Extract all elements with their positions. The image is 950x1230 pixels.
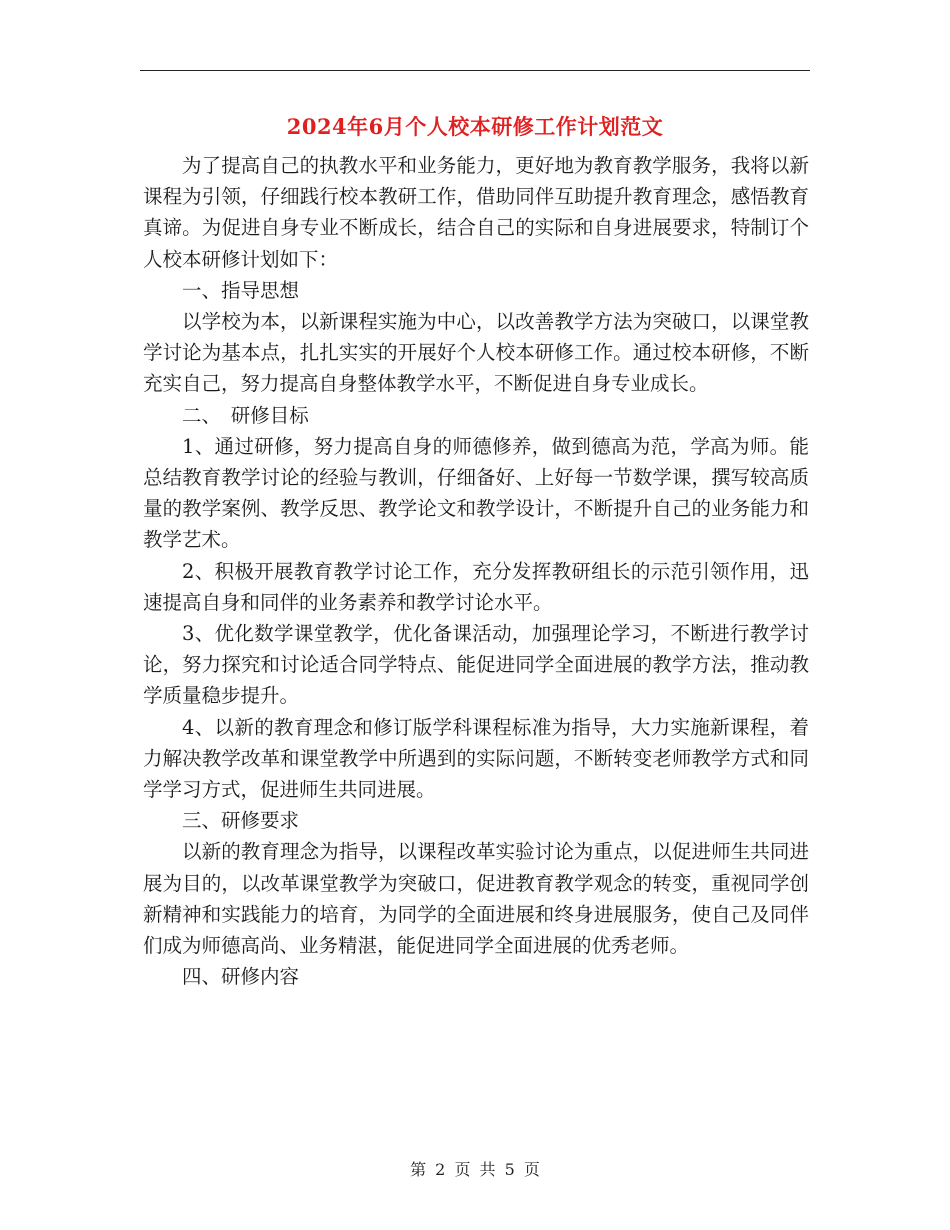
paragraph-goal-1: 1、通过研修，努力提高自身的师德修养，做到德高为范，学高为师。能总结教育教学讨论的经验与教训，仔细备好、上好每一节数学课，撰写较高质量的教学案例、教学反思、教学论文和教学设计，不断提升自己的业务能力和教学艺术。 — [143, 434, 809, 552]
section-heading-1: 一、指导思想 — [182, 278, 300, 302]
section-heading-4: 四、研修内容 — [182, 965, 300, 989]
paragraph-goal-3: 3、优化数学课堂教学，优化备课活动，加强理论学习，不断进行教学讨论，努力探究和讨论适合同学特点、能促进同学全面进展的教学方法，推动教学质量稳步提升。 — [143, 622, 809, 708]
paragraph-goal-2: 2、积极开展教育教学讨论工作，充分发挥教研组长的示范引领作用，迅速提高自身和同伴的业务素养和教学讨论水平。 — [143, 559, 809, 614]
page-number-footer: 第 2 页 共 5 页 — [410, 1160, 540, 1179]
paragraph-goal-4: 4、以新的教育理念和修订版学科课程标准为指导，大力实施新课程，着力解决教学改革和课堂教学中所遇到的实际问题，不断转变老师教学方式和同学学习方式，促进师生共同进展。 — [143, 715, 809, 802]
document-title: 2024年6月个人校本研修工作计划范文 — [286, 114, 664, 139]
paragraph-requirements: 以新的教育理念为指导，以课程改革实验讨论为重点，以促进师生共同进展为目的，以改革课堂教学为突破口，促进教育教学观念的转变，重视同学创新精神和实践能力的培育，为同学的全面进展和终身进展服务，使自己及同伴们成为师德高尚、业务精湛，能促进同学全面进展的优秀老师。 — [143, 840, 809, 958]
section-heading-2: 二、 研修目标 — [182, 403, 309, 427]
header-rule — [140, 70, 810, 71]
paragraph-intro: 为了提高自己的执教水平和业务能力，更好地为教育教学服务，我将以新课程为引领，仔细践行校本教研工作，借助同伴互助提升教育理念，感悟教育真谛。为促进自身专业不断成长，结合自己的实际和自身进展要求，特制订个人校本研修计划如下： — [143, 154, 809, 271]
paragraph-guiding-ideas: 以学校为本，以新课程实施为中心，以改善教学方法为突破口，以课堂教学讨论为基本点，扎扎实实的开展好个人校本研修工作。通过校本研修，不断充实自己，努力提高自身整体教学水平，不断促进自身专业成长。 — [143, 310, 809, 396]
document-body — [143, 150, 809, 992]
section-heading-3: 三、研修要求 — [182, 809, 300, 833]
